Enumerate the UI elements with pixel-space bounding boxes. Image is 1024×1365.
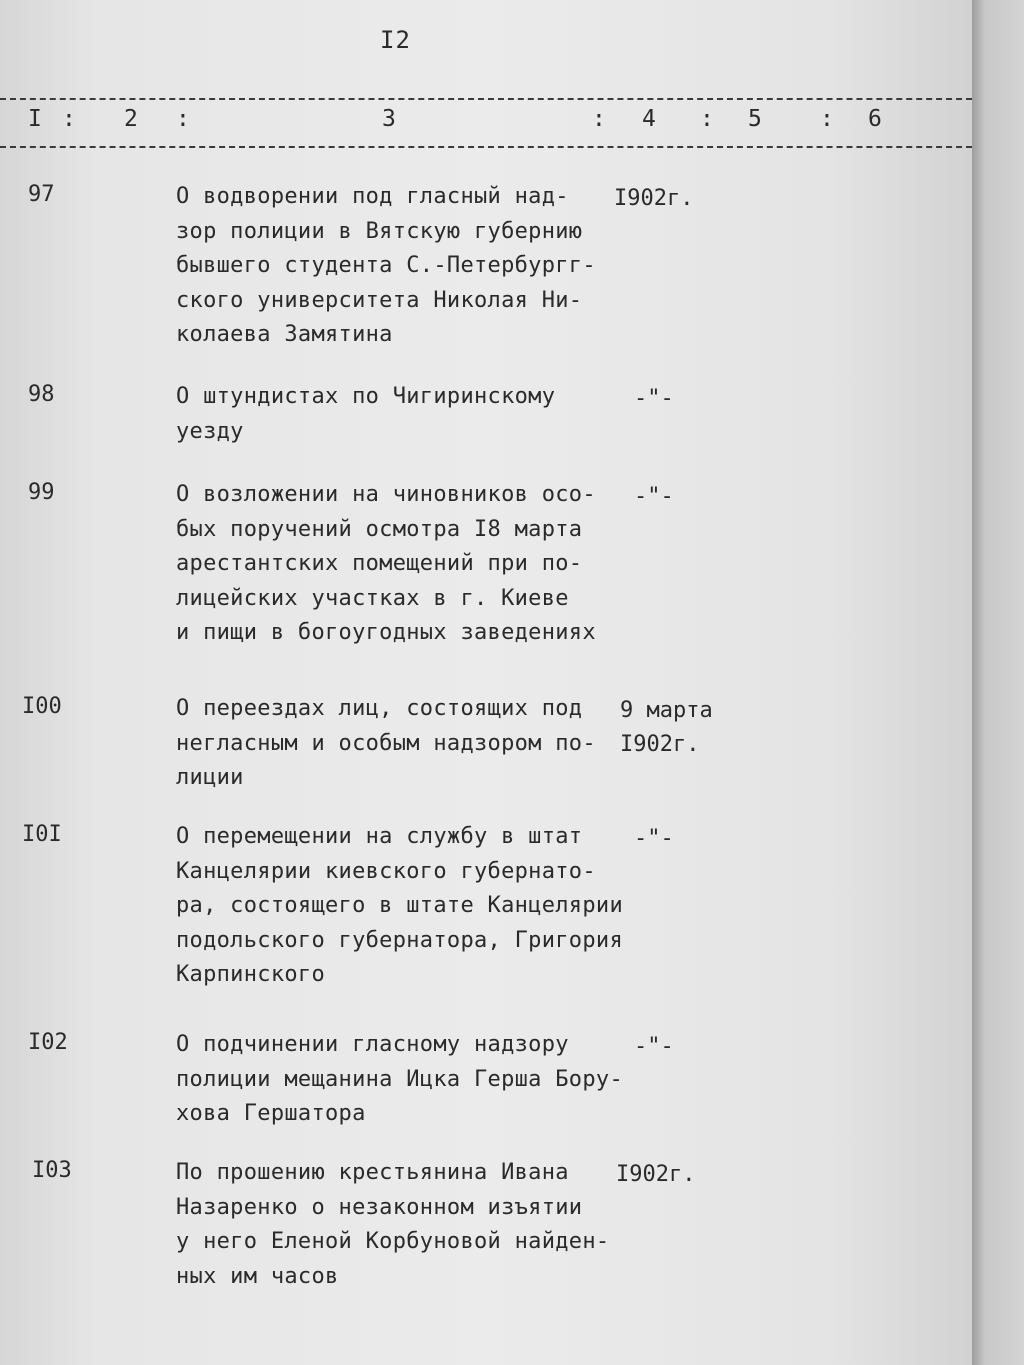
column-separator: : [176, 106, 190, 132]
entry-title-line: хова Гершатора [176, 1101, 366, 1126]
column-header-3: 3 [382, 106, 396, 132]
entry-title-line: О переездах лиц, состоящих под [176, 696, 583, 721]
entry-date [616, 1158, 726, 1192]
binding-shadow [972, 0, 1024, 1365]
entry-date-line: I902г. [616, 1162, 696, 1187]
entry-number: 98 [28, 382, 55, 407]
entry-date-line: -"- [634, 386, 674, 411]
entry-date-line: -"- [634, 484, 674, 509]
column-header-4: 4 [642, 106, 656, 132]
entry-date [634, 1030, 744, 1064]
entry-title-line: О подчинении гласному надзору [176, 1032, 569, 1057]
entry-title-line: лицейских участках в г. Киеве [176, 585, 569, 611]
entry-title-line: Канцелярии киевского губернато- [176, 858, 596, 884]
column-header-2: 2 [124, 106, 138, 132]
entry-date-line: -"- [634, 1034, 674, 1059]
entry-title-line: у него Еленой Корбуновой найден- [176, 1229, 610, 1254]
entry-title [176, 180, 616, 353]
entry-number: I0I [22, 822, 62, 847]
entry-date [634, 822, 744, 856]
entry-title-line: лиции [176, 765, 244, 790]
entry-date-line: 9 марта [620, 698, 713, 723]
entry-title [176, 380, 616, 449]
entry-title [176, 1028, 623, 1132]
entry-number: 99 [28, 480, 55, 505]
entry-title-line: колаева Замятина [176, 322, 393, 347]
page-number: I2 [380, 26, 411, 54]
entry-title-line: Карпинского [176, 962, 325, 987]
entry-date-line: I902г. [620, 732, 700, 757]
entry-title-line: Назаренко о незаконном изъятии [176, 1194, 583, 1220]
entry-title-line: зор полиции в Вятскую губернию [176, 218, 583, 244]
entry-date [634, 382, 744, 416]
entry-date-line: -"- [634, 826, 674, 851]
column-separator: : [820, 106, 834, 132]
entry-title-line: и пищи в богоугодных заведениях [176, 620, 596, 645]
entry-title [176, 1156, 616, 1294]
entry-title-line: О штундистах по Чигиринскому [176, 384, 556, 409]
entry-title-line: арестантских помещений при по- [176, 551, 583, 576]
entry-title [176, 478, 616, 651]
entry-title-line: По прошению крестьянина Ивана [176, 1160, 569, 1185]
entry-number: I03 [32, 1158, 72, 1183]
entry-title-line: О водворении под гласный над- [176, 184, 569, 209]
entry-title [176, 820, 623, 993]
entry-title-line: ных им часов [176, 1263, 339, 1289]
entry-number: I00 [22, 694, 62, 719]
entry-title-line: бых поручений осмотра I8 марта [176, 516, 583, 542]
entry-title-line: бывшего студента С.-Петербургг- [176, 253, 596, 278]
entry-number: 97 [28, 182, 55, 207]
entry-title-line: О перемещении на службу в штат [176, 824, 583, 849]
header-rule-top [0, 98, 972, 100]
entry-title-line: подольского губернатора, Григория [176, 927, 623, 953]
column-separator: : [62, 106, 76, 132]
entry-date-line: I902г. [614, 186, 694, 211]
entry-date [614, 182, 724, 216]
entry-title-line: уезду [176, 418, 244, 444]
entry-title-line: негласным и особым надзором по- [176, 730, 596, 756]
bleed-through-mark [40, 520, 52, 544]
column-header-1: I [28, 106, 42, 132]
column-separator: : [592, 106, 606, 132]
entry-date [634, 480, 744, 514]
entry-title-line: ра, состоящего в штате Канцелярии [176, 893, 623, 918]
header-rule-bottom [0, 146, 972, 148]
entry-title [176, 692, 616, 796]
entry-title-line: полиции мещанина Ицка Герша Бору- [176, 1066, 623, 1092]
column-header-6: 6 [868, 106, 882, 132]
column-header-5: 5 [748, 106, 762, 132]
entry-title-line: О возложении на чиновников осо- [176, 482, 596, 507]
column-separator: : [700, 106, 714, 132]
entry-number: I02 [28, 1030, 68, 1055]
entry-title-line: ского университета Николая Ни- [176, 287, 583, 313]
entry-date [620, 694, 730, 762]
